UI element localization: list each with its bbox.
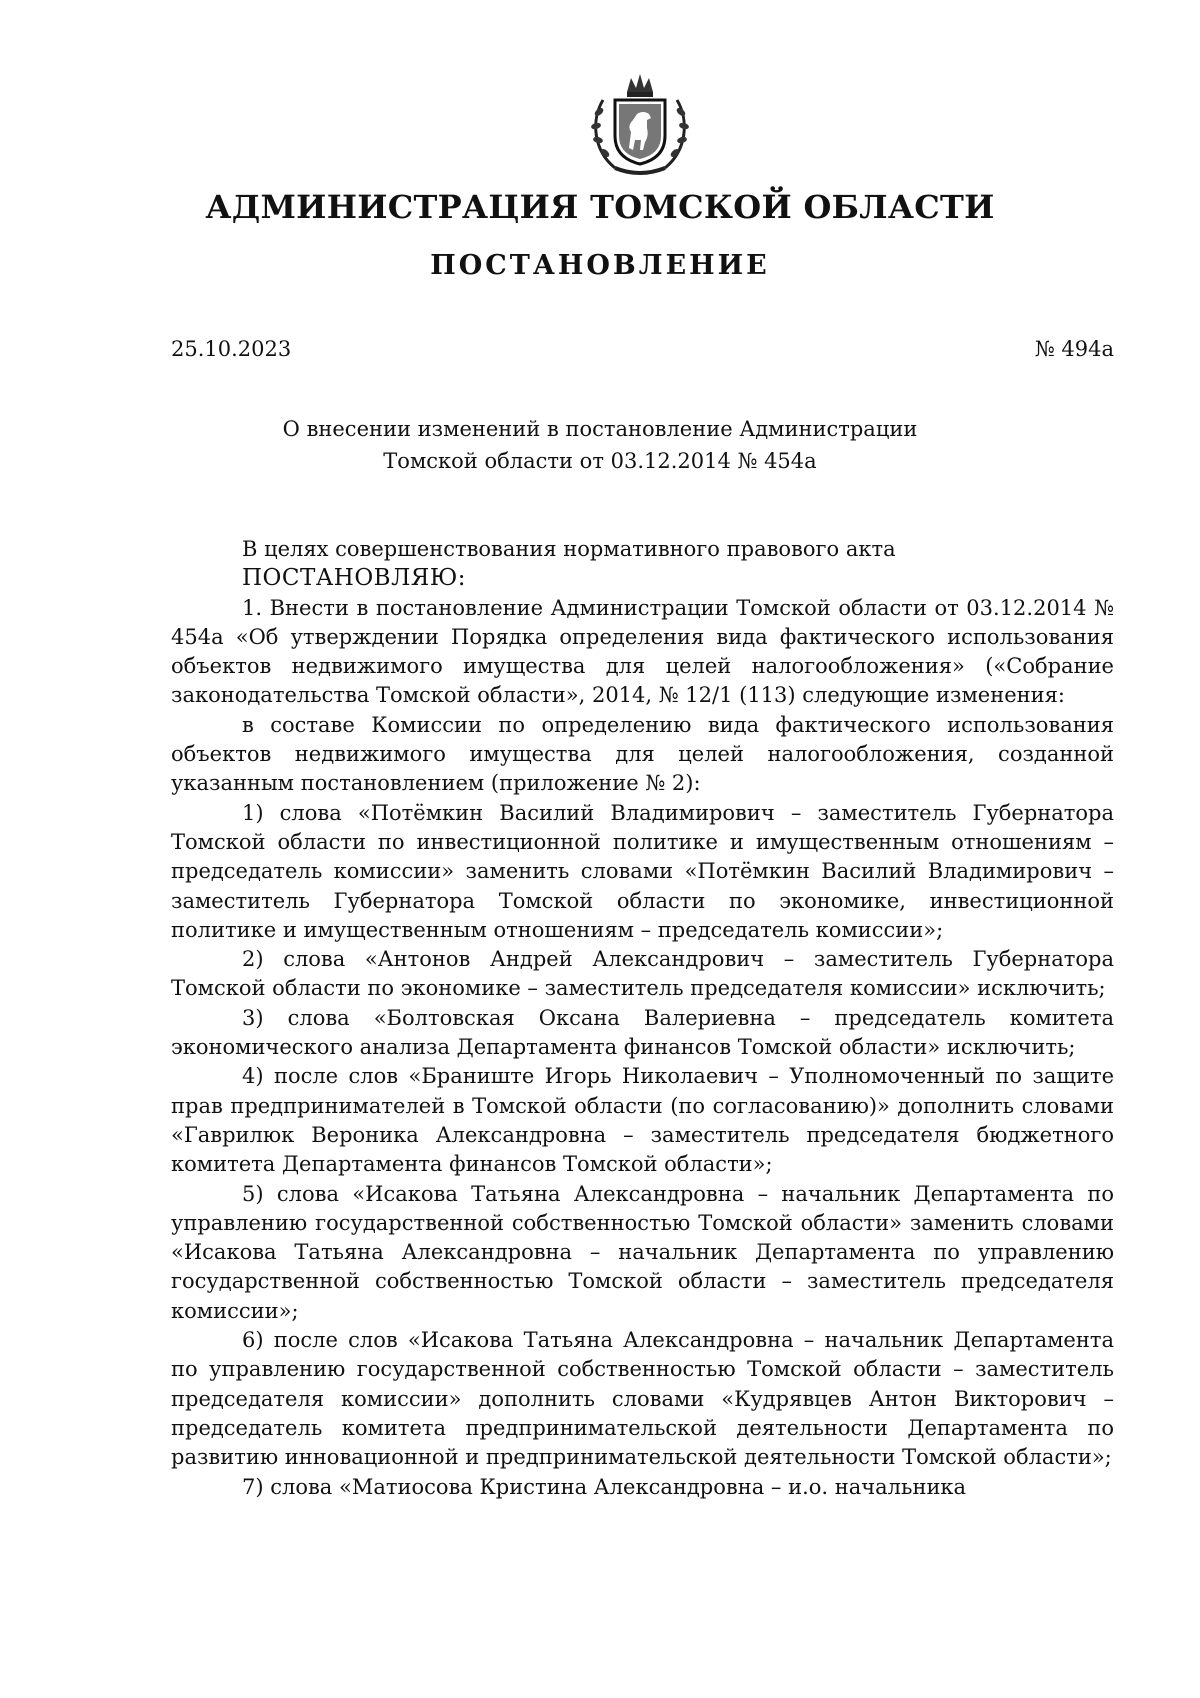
document-date: 25.10.2023 [171, 337, 292, 361]
tomsk-oblast-coat-of-arms-icon [585, 70, 695, 180]
body-paragraph: 7) слова «Матиосова Кристина Александровна – и.о. начальника [242, 1474, 967, 1499]
decree-word: ПОСТАНОВЛЯЮ: [242, 565, 467, 592]
preamble: В целях совершенствования нормативного правового акта [242, 537, 896, 561]
body-paragraph: 2) слова «Антонов Андрей Александрович – заместитель Губернатора Томской области по экономике – заместитель председателя комиссии» исключить; [171, 947, 1114, 1001]
organization-title: АДМИНИСТРАЦИЯ ТОМСКОЙ ОБЛАСТИ [205, 188, 995, 226]
body-paragraph: 1) слова «Потёмкин Василий Владимирович – заместитель Губернатора Томской области по инвестиционной политике и имущественным отношениям – председатель комиссии» заменить словами «Потёмкин Василий Владимирович – заместитель Губернатора Томской области по экономике, инвестиционной политике и имущественным отношениям – председатель комиссии»; [171, 800, 1114, 942]
body-paragraph: 6) после слов «Исакова Татьяна Александровна – начальник Департамента по управлению государственной собственностью Томской области – заместитель председателя комиссии» дополнить словами «Кудрявцев Антон Викторович – председатель комитета предпринимательской деятельности Департамента по развитию инновационной и предпринимательской деятельности Томской области»; [171, 1328, 1114, 1470]
document-body [171, 535, 1114, 1502]
document-subject [0, 413, 1200, 477]
body-paragraph: 5) слова «Исакова Татьяна Александровна – начальник Департамента по управлению государственной собственностью Томской области» заменить словами «Исакова Татьяна Александровна – начальник Департамента по управлению государственной собственностью Томской области – заместитель председателя комиссии»; [171, 1181, 1114, 1323]
body-paragraph: 4) после слов «Браниште Игорь Николаевич – Уполномоченный по защите прав предпринимателей в Томской области (по согласованию)» дополнить словами «Гаврилюк Вероника Александровна – заместитель председателя бюджетного комитета Департамента финансов Томской области»; [171, 1064, 1114, 1177]
body-paragraph: 1. Внести в постановление Администрации Томской области от 03.12.2014 № 454а «Об утверждении Порядка определения вида фактического использования объектов недвижимого имущества для целей налогообложения» («Собрание законодательства Томской области», 2014, № 12/1 (113) следующие изменения: [171, 595, 1114, 708]
body-paragraph: 3) слова «Болтовская Оксана Валериевна – председатель комитета экономического анализа Департамента финансов Томской области» исключить; [171, 1005, 1114, 1060]
document-number: № 494а [1034, 337, 1114, 361]
subject-line: Томской области от 03.12.2014 № 454а [383, 449, 817, 473]
document-type-title: ПОСТАНОВЛЕНИЕ [430, 250, 770, 281]
body-paragraph: в составе Комиссии по определению вида фактического использования объектов недвижимого имущества для целей налогообложения, созданной указанным постановлением (приложение № 2): [171, 712, 1114, 796]
subject-line: О внесении изменений в постановление Администрации [282, 417, 918, 441]
